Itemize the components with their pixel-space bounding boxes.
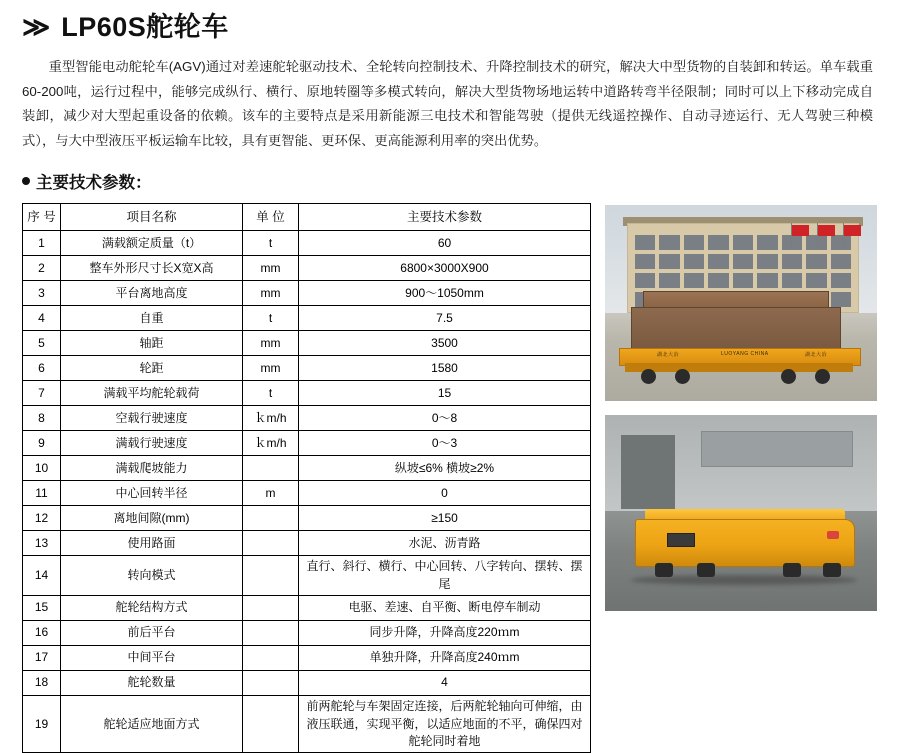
- wheel: [697, 563, 715, 577]
- cell-unit: t: [243, 381, 299, 406]
- table-row: [23, 456, 591, 481]
- wheel: [783, 563, 801, 577]
- table-row: [23, 531, 591, 556]
- table-row: [23, 556, 591, 596]
- header-cell-no: 序 号: [23, 204, 61, 231]
- section-heading: [22, 169, 877, 193]
- cell-value: 15: [299, 381, 591, 406]
- content-area: [22, 203, 877, 753]
- cell-no: 13: [23, 531, 61, 556]
- table-row: [23, 281, 591, 306]
- cell-no: 5: [23, 331, 61, 356]
- cell-value: 单独升降，升降高度240ｍm: [299, 646, 591, 671]
- spec-table: [22, 203, 591, 753]
- cell-value: 60: [299, 231, 591, 256]
- table-row: [23, 381, 591, 406]
- table-row: [23, 621, 591, 646]
- cell-name: 自重: [61, 306, 243, 331]
- cell-unit: mm: [243, 356, 299, 381]
- cell-no: 9: [23, 431, 61, 456]
- table-row: [23, 431, 591, 456]
- page-title: [22, 14, 877, 41]
- photo-caption-right: 湖北大冶: [805, 352, 828, 359]
- double-chevron-icon: ≫: [22, 12, 46, 42]
- table-row: [23, 596, 591, 621]
- red-flag-icon: [818, 225, 835, 236]
- cell-value: 900～1050mm: [299, 281, 591, 306]
- cell-value: 前两舵轮与车架固定连接，后两舵轮轴向可伸缩，由液压联通，实现平衡，以适应地面的不平，确保四对舵轮同时着地: [299, 696, 591, 753]
- cell-no: 10: [23, 456, 61, 481]
- wheel: [823, 563, 841, 577]
- cell-value: 0～3: [299, 431, 591, 456]
- table-row: [23, 231, 591, 256]
- cell-value: 水泥、沥青路: [299, 531, 591, 556]
- cell-name: 满载行驶速度: [61, 431, 243, 456]
- red-flag-icon: [844, 225, 861, 236]
- cell-unit: mm: [243, 331, 299, 356]
- cell-no: 8: [23, 406, 61, 431]
- cell-no: 12: [23, 506, 61, 531]
- cell-unit: ｋm/h: [243, 431, 299, 456]
- table-row: [23, 696, 591, 753]
- wheel: [655, 563, 673, 577]
- cell-name: 中心回转半径: [61, 481, 243, 506]
- cell-value: 6800×3000X900: [299, 256, 591, 281]
- photo-flatbed-outdoor: [605, 205, 877, 401]
- cargo-stack-lower: [631, 307, 841, 351]
- cell-no: 18: [23, 671, 61, 696]
- table-row: [23, 306, 591, 331]
- cell-no: 7: [23, 381, 61, 406]
- cell-unit: [243, 531, 299, 556]
- cell-no: 15: [23, 596, 61, 621]
- product-title-text: LP60S舵轮车: [61, 12, 229, 42]
- cell-name: 整车外形尺寸长X宽X高: [61, 256, 243, 281]
- cell-no: 2: [23, 256, 61, 281]
- cell-unit: mm: [243, 256, 299, 281]
- workshop-door: [621, 435, 675, 509]
- cell-name: 离地间隙(mm): [61, 506, 243, 531]
- cell-unit: [243, 696, 299, 753]
- cell-name: 满载平均舵轮载荷: [61, 381, 243, 406]
- cell-name: 满载爬坡能力: [61, 456, 243, 481]
- agv-control-panel: [667, 533, 695, 547]
- cell-value: 直行、斜行、横行、中心回转、八字转向、摆转、摆尾: [299, 556, 591, 596]
- table-row: [23, 671, 591, 696]
- cell-name: 转向模式: [61, 556, 243, 596]
- cell-unit: t: [243, 231, 299, 256]
- cell-name: 舵轮数量: [61, 671, 243, 696]
- cell-name: 轴距: [61, 331, 243, 356]
- cell-name: 前后平台: [61, 621, 243, 646]
- cell-name: 中间平台: [61, 646, 243, 671]
- table-row: [23, 481, 591, 506]
- cell-no: 3: [23, 281, 61, 306]
- cell-no: 1: [23, 231, 61, 256]
- cell-value: 0: [299, 481, 591, 506]
- cell-name: 使用路面: [61, 531, 243, 556]
- cell-value: 3500: [299, 331, 591, 356]
- cell-unit: [243, 596, 299, 621]
- cell-unit: [243, 621, 299, 646]
- cell-name: 舵轮结构方式: [61, 596, 243, 621]
- table-row: [23, 406, 591, 431]
- cell-no: 16: [23, 621, 61, 646]
- cell-unit: t: [243, 306, 299, 331]
- cell-unit: mm: [243, 281, 299, 306]
- cell-name: 平台离地高度: [61, 281, 243, 306]
- header-cell-name: 项目名称: [61, 204, 243, 231]
- cell-name: 满载额定质量（t）: [61, 231, 243, 256]
- cell-no: 14: [23, 556, 61, 596]
- photo-column: [605, 203, 877, 611]
- cell-unit: [243, 671, 299, 696]
- cell-name: 轮距: [61, 356, 243, 381]
- cell-unit: m: [243, 481, 299, 506]
- cell-no: 4: [23, 306, 61, 331]
- agv-warning-lamp-icon: [827, 531, 839, 539]
- photo-caption-left: 湖北大冶: [657, 352, 680, 359]
- table-row: [23, 356, 591, 381]
- table-row: [23, 506, 591, 531]
- photo-agv-indoor: [605, 415, 877, 611]
- table-row: [23, 646, 591, 671]
- cell-value: 同步升降，升降高度220ｍm: [299, 621, 591, 646]
- cell-value: 0～8: [299, 406, 591, 431]
- cell-name: 舵轮适应地面方式: [61, 696, 243, 753]
- bullet-dot-icon: [22, 177, 30, 185]
- intro-paragraph: 重型智能电动舵轮车(AGV)通过对差速舵轮驱动技术、全轮转向控制技术、升降控制技术的研究，解决大中型货物的自装卸和转运。单车载重60-200吨，运行过程中，能够完成纵行、横行、原地转圈等多模式转向，解决大型货物场地运转中道路转弯半径限制；同时可以上下移动完成自装卸，减少对大型起重设备的依赖。该车的主要特点是采用新能源三电技术和智能驾驶（提供无线遥控操作、自动寻迹运行、无人驾驶三种模式），与大中型液压平板运输车比较，具有更智能、更环保、更高能源利用率的突出优势。: [22, 59, 873, 148]
- cell-no: 6: [23, 356, 61, 381]
- cell-no: 19: [23, 696, 61, 753]
- header-cell-value: 主要技术参数: [299, 204, 591, 231]
- cell-value: 电驱、差速、自平衡、断电停车制动: [299, 596, 591, 621]
- cell-name: 空载行驶速度: [61, 406, 243, 431]
- section-heading-text: 主要技术参数：: [36, 174, 152, 193]
- workshop-window: [701, 431, 853, 467]
- cell-unit: ｋm/h: [243, 406, 299, 431]
- cell-unit: [243, 646, 299, 671]
- red-flag-icon: [792, 225, 809, 236]
- cell-unit: [243, 556, 299, 596]
- cell-value: 1580: [299, 356, 591, 381]
- cell-value: ≥150: [299, 506, 591, 531]
- cell-value: 纵坡≤6% 横坡≥2%: [299, 456, 591, 481]
- cell-value: 4: [299, 671, 591, 696]
- cell-unit: [243, 456, 299, 481]
- table-row: [23, 256, 591, 281]
- table-row: [23, 331, 591, 356]
- cell-unit: [243, 506, 299, 531]
- cell-no: 17: [23, 646, 61, 671]
- table-header-row: [23, 204, 591, 231]
- header-cell-unit: 单 位: [243, 204, 299, 231]
- cell-value: 7.5: [299, 306, 591, 331]
- photo-caption-center: LUOYANG CHINA: [721, 351, 769, 358]
- cell-no: 11: [23, 481, 61, 506]
